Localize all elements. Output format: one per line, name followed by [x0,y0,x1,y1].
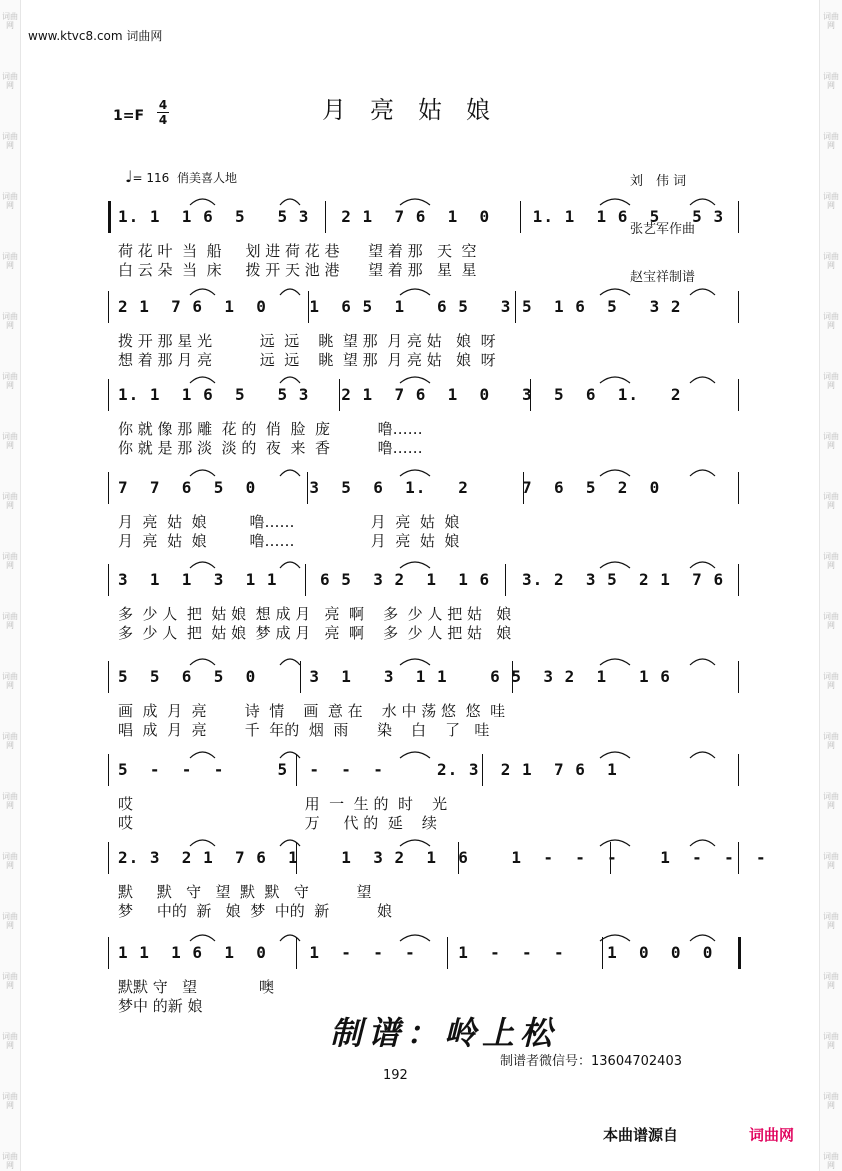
quarter-note-icon: ♩ [125,167,133,186]
maker-signature: 制谱：岭上松 [330,1014,559,1052]
slur [600,377,630,383]
slur [690,659,715,665]
notation-line-3: 1. 1 1 6 5 5 3 2 1 7 6 1 0 3 5 6 1. 2 [118,385,682,404]
watermark-text: 词曲网 [2,1032,18,1050]
slur [280,840,300,846]
slur [690,752,715,758]
slur [600,752,630,758]
lyric-line-8-2: 梦 中的 新 娘 梦 中的 新 娘 [118,902,392,920]
lyric-line-4-2: 月 亮 姑 娘 噜…… 月 亮 姑 娘 [118,532,460,550]
watermark-text: 词曲网 [823,1032,839,1050]
tempo-marking [125,167,237,186]
lyric-line-9-1: 默默 守 望 噢 [118,978,275,996]
watermark-text: 词曲网 [2,132,18,150]
composer-credit: 张艺军作曲 [630,222,696,237]
lyric-line-3-1: 你 就 像 那 雕 花 的 俏 脸 庞 噜…… [118,420,423,438]
watermark-text: 词曲网 [2,432,18,450]
slur [190,659,215,665]
slur [690,289,715,295]
lyric-line-1-2: 白 云 朵 当 床 拨 开 天 池 港 望 着 那 星 星 [118,261,477,279]
song-title: 月亮姑娘 [322,96,514,124]
slur [400,199,430,205]
lyricist-credit: 刘 伟 词 [630,174,687,189]
slur [400,659,430,665]
notation-line-9: 1 1 1 6 1 0 1 - - - 1 - - - 1 0 0 0 [118,943,714,962]
slur [690,199,715,205]
watermark-text: 词曲网 [823,972,839,990]
slur [190,289,215,295]
notation-line-5: 3 1 1 3 1 1 6 5 3 2 1 1 6 3. 2 3 5 2 1 7 6 [118,570,725,589]
lyric-line-1-1: 荷 花 叶 当 船 划 进 荷 花 巷 望 着 那 天 空 [118,242,477,260]
tempo-style: 俏美喜人地 [176,171,237,185]
watermark-text: 词曲网 [823,852,839,870]
lyric-line-3-2: 你 就 是 那 淡 淡 的 夜 来 香 噜…… [118,439,423,457]
watermark-text: 词曲网 [2,972,18,990]
slur-marks [0,191,842,211]
slur [190,470,215,476]
slur-marks [0,554,842,574]
slur [690,562,715,568]
slur [600,199,630,205]
notation-line-4: 7 7 6 5 0 3 5 6 1. 2 7 6 5 2 0 [118,478,661,497]
slur [280,289,300,295]
watermark-text: 词曲网 [823,252,839,270]
slur [190,935,215,941]
watermark-text: 词曲网 [823,672,839,690]
slur-marks [0,651,842,671]
notation-line-6: 5 5 6 5 0 3 1 3 1 1 6 5 3 2 1 1 6 [118,667,671,686]
lyric-line-7-2: 哎 万 代 的 延 续 [118,814,437,832]
lyric-line-2-2: 想 着 那 月 亮 远 远 眺 望 那 月 亮 姑 娘 呀 [118,351,496,369]
key-signature: 1=F [113,108,145,124]
slur [690,840,715,846]
watermark-text: 词曲网 [2,192,18,210]
slur [690,935,715,941]
slur [280,562,300,568]
watermark-text: 词曲网 [2,852,18,870]
slur-marks [0,744,842,764]
slur [400,935,430,941]
slur [280,935,300,941]
notation-line-7: 5 - - - 5 - - - 2. 3 2 1 7 6 1 [118,760,618,779]
slur-marks [0,832,842,852]
watermark-text: 词曲网 [823,372,839,390]
watermark-text: 词曲网 [2,1092,18,1110]
slur [400,752,430,758]
arranger-credit: 赵宝祥制谱 [630,270,696,285]
watermark-text: 词曲网 [2,612,18,630]
watermark-text: 词曲网 [823,1092,839,1110]
watermark-text: 词曲网 [823,612,839,630]
watermark-text: 词曲网 [2,1152,18,1170]
slur [280,199,300,205]
slur [690,377,715,383]
slur [190,840,215,846]
lyric-line-2-1: 拨 开 那 星 光 远 远 眺 望 那 月 亮 姑 娘 呀 [118,332,496,350]
site-header[interactable]: www.ktvc8.com 词曲网 [28,29,163,43]
watermark-text: 词曲网 [2,312,18,330]
slur [600,289,630,295]
watermark-text: 词曲网 [2,672,18,690]
lyric-line-8-1: 默 默 守 望 默 默 守 望 [118,883,372,901]
watermark-text: 词曲网 [2,252,18,270]
right-watermark-strip [819,0,842,1171]
slur [190,752,215,758]
slur [400,377,430,383]
lyric-line-4-1: 月 亮 姑 娘 噜…… 月 亮 姑 娘 [118,513,460,531]
slur [400,840,430,846]
watermark-text: 词曲网 [2,12,18,30]
slur [190,562,215,568]
notation-line-1: 1. 1 1 6 5 5 3 2 1 7 6 1 0 1. 1 1 6 5 5 3 [118,207,725,226]
lyric-line-6-2: 唱 成 月 亮 千 年的 烟 雨 染 白 了 哇 [118,721,490,739]
brand-logo[interactable]: 词曲网 [749,1126,795,1144]
slur [600,840,630,846]
notation-line-8: 2. 3 2 1 7 6 1 1 3 2 1 6 1 - - - 1 - - - [118,848,767,867]
watermark-text: 词曲网 [823,1152,839,1170]
slur [690,470,715,476]
slur [400,289,430,295]
watermark-text: 词曲网 [2,912,18,930]
watermark-text: 词曲网 [823,432,839,450]
time-top: 4 [158,98,168,112]
slur [400,562,430,568]
slur [600,470,630,476]
watermark-text: 词曲网 [2,72,18,90]
slur [190,199,215,205]
slur-marks [0,369,842,389]
lyric-line-7-1: 哎 用 一 生 的 时 光 [118,795,448,813]
slur [600,935,630,941]
slur-marks [0,281,842,301]
page-number: 192 [383,1068,408,1083]
watermark-text: 词曲网 [823,792,839,810]
watermark-text: 词曲网 [2,732,18,750]
watermark-text: 词曲网 [2,552,18,570]
time-signature [157,99,169,126]
lyric-line-9-2: 梦中 的新 娘 [118,997,203,1015]
watermark-text: 词曲网 [823,552,839,570]
time-bottom: 4 [158,113,168,127]
slur [280,659,300,665]
slur [190,377,215,383]
slur [600,562,630,568]
watermark-text: 词曲网 [823,912,839,930]
left-watermark-strip [0,0,21,1171]
source-label: 本曲谱源自 [603,1126,679,1144]
watermark-text: 词曲网 [823,492,839,510]
watermark-text: 词曲网 [823,132,839,150]
slur [280,377,300,383]
watermark-text: 词曲网 [2,372,18,390]
lyric-line-5-2: 多 少 人 把 姑 娘 梦 成 月 亮 啊 多 少 人 把 姑 娘 [118,624,512,642]
slur [280,752,300,758]
watermark-text: 词曲网 [2,492,18,510]
watermark-text: 词曲网 [823,12,839,30]
tempo-value: = 116 [132,171,170,185]
watermark-text: 词曲网 [823,312,839,330]
wechat-id: 制谱者微信号：13604702403 [500,1054,682,1069]
slur [600,659,630,665]
watermark-text: 词曲网 [823,732,839,750]
watermark-text: 词曲网 [823,72,839,90]
notation-line-2: 2 1 7 6 1 0 1 6 5 1 6 5 3 5 1 6 5 3 2 [118,297,682,316]
slur [280,470,300,476]
watermark-text: 词曲网 [2,792,18,810]
slur [400,470,430,476]
lyric-line-6-1: 画 成 月 亮 诗 情 画 意 在 水 中 荡 悠 悠 哇 [118,702,506,720]
lyric-line-5-1: 多 少 人 把 姑 娘 想 成 月 亮 啊 多 少 人 把 姑 娘 [118,605,512,623]
slur-marks [0,927,842,947]
slur-marks [0,462,842,482]
watermark-text: 词曲网 [823,192,839,210]
